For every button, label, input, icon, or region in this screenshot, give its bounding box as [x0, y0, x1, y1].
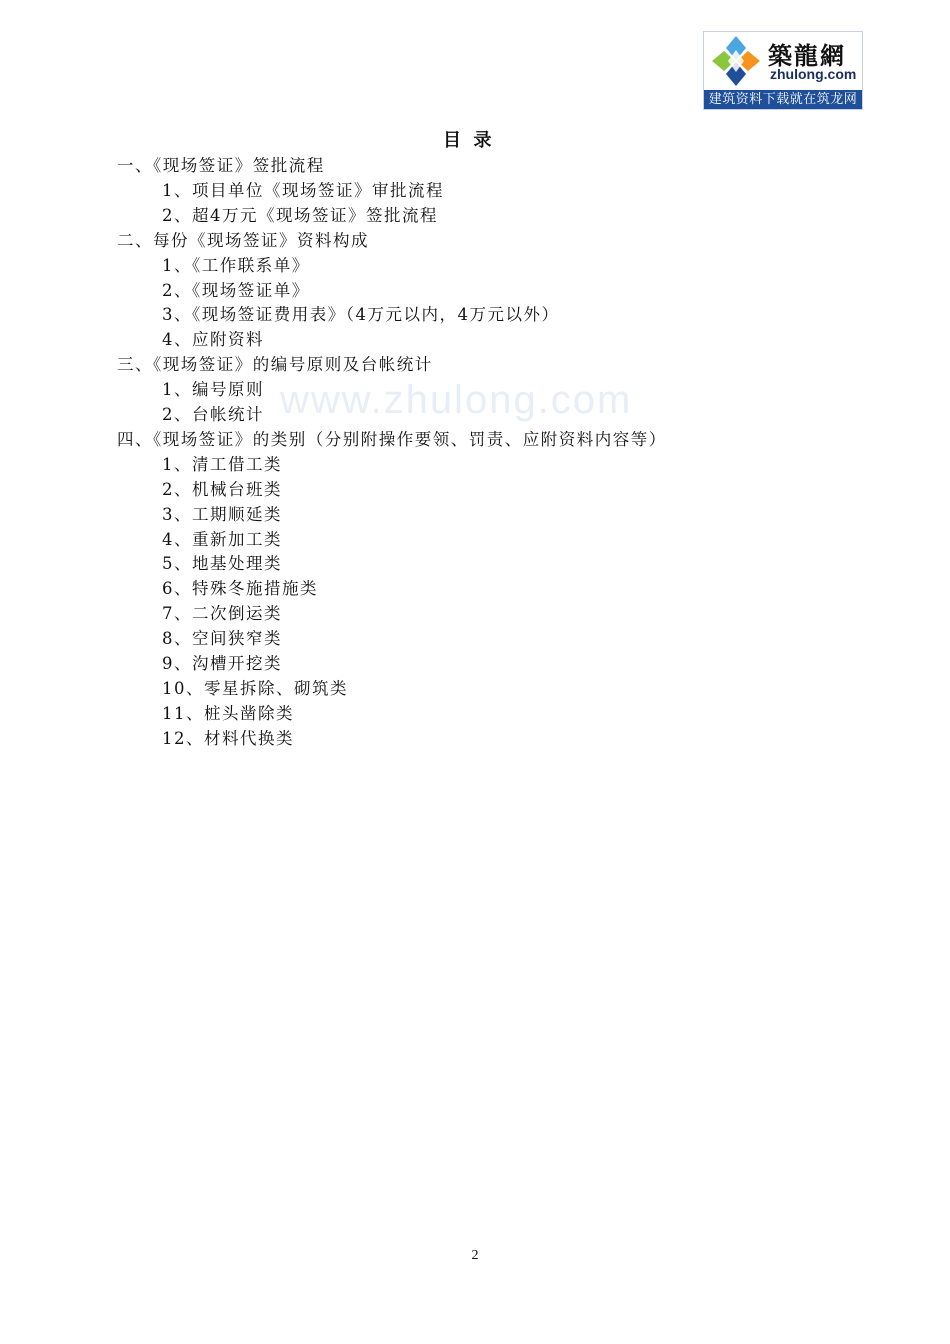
logo-chinese-name: 築龍網: [768, 41, 846, 70]
toc-item: 8、空间狭窄类: [162, 629, 282, 649]
toc-item: 1、清工借工类: [162, 454, 282, 474]
toc-item: 9、沟槽开挖类: [162, 654, 282, 673]
toc-item: 4、重新加工类: [162, 529, 282, 549]
watermark: www.zhulong.com: [280, 378, 633, 422]
toc-section-heading: 三、《现场签证》的编号原则及台帐统计: [117, 355, 433, 375]
toc-item: 1、编号原则: [162, 380, 264, 400]
toc-item: 1、项目单位《现场签证》审批流程: [162, 180, 444, 200]
toc-item: 3、《现场签证费用表》（4万元以内，4万元以外）: [162, 305, 560, 325]
page-number: 2: [471, 1248, 479, 1263]
toc-item: 2、机械台班类: [162, 479, 282, 499]
toc-item: 2、《现场签证单》: [162, 280, 310, 300]
page-title: 目 录: [443, 130, 492, 151]
toc-item: 5、地基处理类: [162, 554, 282, 574]
zhulong-logo: [703, 31, 863, 110]
toc-section-heading: 一、《现场签证》签批流程: [117, 156, 325, 175]
toc-item: 6、特殊冬施措施类: [162, 579, 318, 599]
logo-domain: zhulong.com: [770, 66, 857, 82]
logo-tagline: 建筑资料下载就在筑龙网: [704, 90, 862, 109]
logo-top-area: [704, 32, 862, 90]
toc-section-heading: 二、每份《现场签证》资料构成: [117, 230, 369, 250]
toc-item: 1、《工作联系单》: [162, 255, 310, 275]
toc-item: 12、材料代换类: [162, 728, 294, 748]
toc-item: 2、超4万元《现场签证》签批流程: [162, 205, 438, 225]
toc-item: 4、应附资料: [162, 330, 264, 350]
toc-section-heading: 四、《现场签证》的类别（分别附操作要领、罚责、应附资料内容等）: [117, 429, 667, 449]
toc-item: 7、二次倒运类: [162, 604, 282, 624]
toc-item: 3、工期顺延类: [162, 504, 282, 524]
toc-item: 2、台帐统计: [162, 405, 264, 424]
diamond-logo-icon: [706, 32, 766, 90]
toc-item: 11、桩头凿除类: [162, 703, 294, 723]
toc-item: 10、零星拆除、砌筑类: [162, 678, 348, 698]
